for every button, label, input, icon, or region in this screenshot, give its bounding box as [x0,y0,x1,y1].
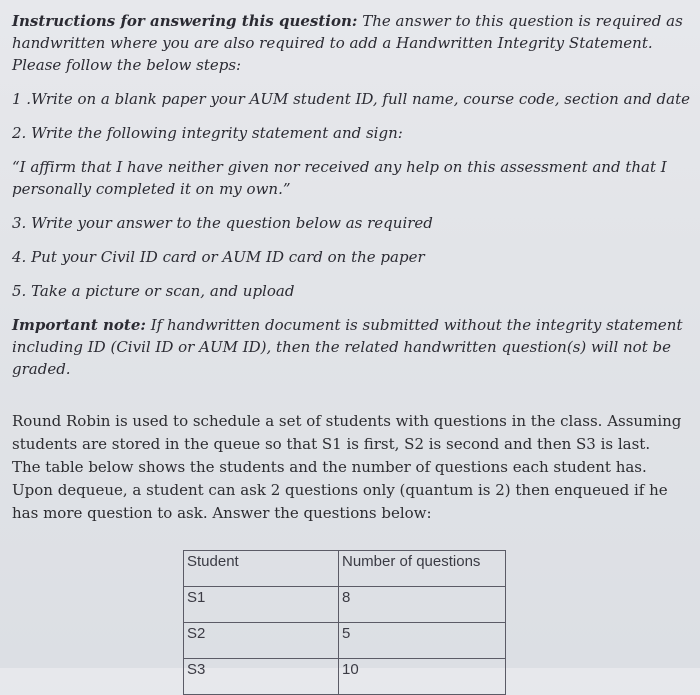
instructions-block [12,10,692,380]
question-text: Round Robin is used to schedule a set of students with questions in the class. Assuming students are stored in the queue so that S1 is first, S2 is second and then S3 is last. The table below shows the students and the number of questions each student has. Upon dequeue, a student can ask 2 questions only (quantum is 2) then enqueued if he has more question to ask. Answer the questions below: [12,412,682,522]
step-2: 2. Write the following integrity statement and sign: [12,124,403,142]
important-note-text: If handwritten document is submitted without the integrity statement including ID (Civil ID or AUM ID), then the related handwritten question(s) will not be graded. [12,316,683,378]
integrity-statement: “I affirm that I have neither given nor received any help on this assessment and that I personally completed it on my own.” [12,158,667,198]
instructions-intro [12,10,692,76]
step-4: 4. Put your Civil ID card or AUM ID card on the paper [12,248,425,266]
important-note [12,314,692,380]
instructions-heading-rest: The answer to this question is required as handwritten where you are also required to add a Handwritten Integrity Statement. Please follow the below steps: [12,12,683,74]
student-cell: S1 [184,587,339,623]
table-header-row [184,551,506,587]
step-5: 5. Take a picture or scan, and upload [12,282,295,300]
table-row [184,623,506,659]
questions-cell: 8 [339,587,506,623]
table-row [184,659,506,695]
table-row [184,587,506,623]
student-cell: S3 [184,659,339,695]
header-student: Student [184,551,339,587]
question-block [12,410,682,525]
student-cell: S2 [184,623,339,659]
step-3: 3. Write your answer to the question below as required [12,214,433,232]
questions-cell: 10 [339,659,506,695]
important-note-label: Important note: [12,316,146,334]
questions-cell: 5 [339,623,506,659]
header-number-of-questions: Number of questions [339,551,506,587]
students-table [183,550,506,695]
step-1: 1 .Write on a blank paper your AUM student ID, full name, course code, section and date [12,90,690,108]
instructions-heading: Instructions for answering this question: [12,12,358,30]
